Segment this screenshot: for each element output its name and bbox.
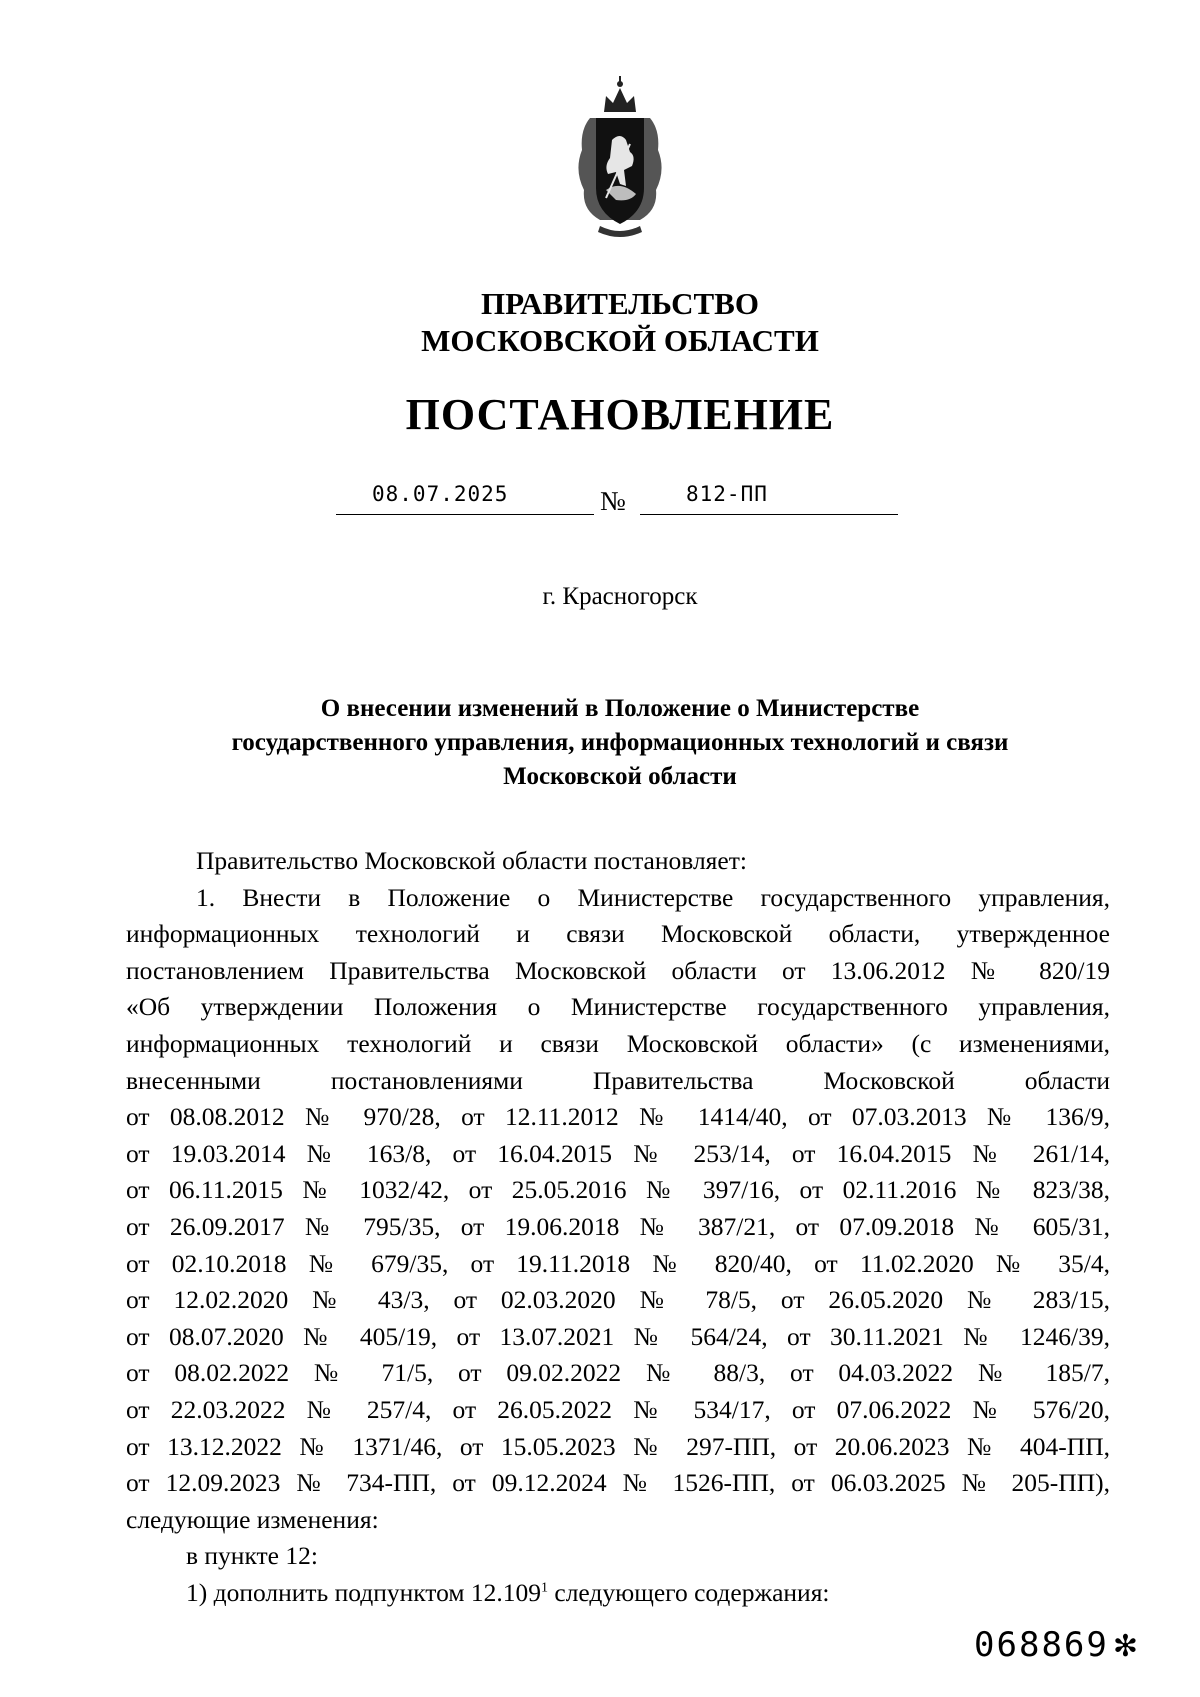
body-line: от 08.08.2012 № 970/28, от 12.11.2012 № 1414/40, от 07.03.2013 № 136/9,	[126, 1102, 1110, 1132]
body-line: от 08.07.2020 № 405/19, от 13.07.2021 № 564/24, от 30.11.2021 № 1246/39,	[126, 1321, 1110, 1351]
body-line: от 19.03.2014 № 163/8, от 16.04.2015 № 253/14, от 16.04.2015 № 261/14,	[126, 1138, 1110, 1168]
body-line: «Об утверждении Положения о Министерстве государственного управления,	[126, 992, 1110, 1022]
serial-asterisk-icon: ✻	[1112, 1629, 1140, 1664]
body-line: информационных технологий и связи Московской области» (с изменениями,	[126, 1028, 1110, 1058]
body-line: следующие изменения:	[126, 1504, 379, 1534]
body-line: от 08.02.2022 № 71/5, от 09.02.2022 № 88/3, от 04.03.2022 № 185/7,	[126, 1358, 1110, 1388]
body-line: от 12.02.2020 № 43/3, от 02.03.2020 № 78/5, от 26.05.2020 № 283/15,	[126, 1285, 1110, 1315]
body-line: от 06.11.2015 № 1032/42, от 25.05.2016 № 397/16, от 02.11.2016 № 823/38,	[126, 1175, 1110, 1205]
document-number: 812-ПП	[686, 482, 768, 506]
serial-digits: 068869	[974, 1625, 1109, 1665]
item-1-text: 1) дополнить подпунктом 12.109	[186, 1577, 542, 1607]
coat-of-arms-emblem	[560, 70, 680, 240]
organization-name-line1: ПРАВИТЕЛЬСТВО	[481, 286, 759, 321]
body-line: от 13.12.2022 № 1371/46, от 15.05.2023 № 297-ПП, от 20.06.2023 № 404-ПП,	[126, 1431, 1110, 1461]
title-line: Московской области	[503, 763, 737, 790]
form-serial-number	[974, 1625, 1140, 1665]
body-intro: Правительство Московской области постановляет:	[196, 846, 747, 875]
body-line: информационных технологий и связи Московской области, утвержденное	[126, 919, 1110, 949]
item-intro: в пункте 12:	[186, 1541, 318, 1571]
resolution-title	[120, 692, 1120, 794]
body-line: постановлением Правительства Московской области от 13.06.2012 № 820/19	[126, 955, 1110, 985]
issue-city: г. Красногорск	[542, 583, 698, 610]
document-date-field	[336, 480, 594, 515]
body-line: от 12.09.2023 № 734-ПП, от 09.12.2024 № 1526-ПП, от 06.03.2025 № 205-ПП),	[126, 1468, 1110, 1498]
body-line: от 22.03.2022 № 257/4, от 26.05.2022 № 534/17, от 07.06.2022 № 576/20,	[126, 1394, 1110, 1424]
body-line: внесенными постановлениями Правительства Московской области	[126, 1065, 1110, 1095]
document-number-field	[640, 480, 898, 515]
number-sign: №	[600, 486, 626, 516]
organization-name-line2: МОСКОВСКОЙ ОБЛАСТИ	[421, 323, 819, 358]
document-type-title: ПОСТАНОВЛЕНИЕ	[405, 390, 835, 439]
item-1	[126, 1575, 1110, 1612]
item-1-superscript: 1	[541, 1580, 549, 1596]
body-line: от 26.09.2017 № 795/35, от 19.06.2018 № 387/21, от 07.09.2018 № 605/31,	[126, 1211, 1110, 1241]
body-line: 1. Внести в Положение о Министерстве государственного управления,	[196, 882, 1110, 912]
title-line: государственного управления, информационных технологий и связи	[231, 729, 1009, 756]
resolution-body	[126, 843, 1110, 1611]
body-line: от 02.10.2018 № 679/35, от 19.11.2018 № 820/40, от 11.02.2020 № 35/4,	[126, 1248, 1110, 1278]
document-date: 08.07.2025	[372, 482, 509, 506]
item-1-text-end: следующего содержания:	[548, 1577, 830, 1607]
title-line: О внесении изменений в Положение о Министерстве	[320, 695, 920, 722]
